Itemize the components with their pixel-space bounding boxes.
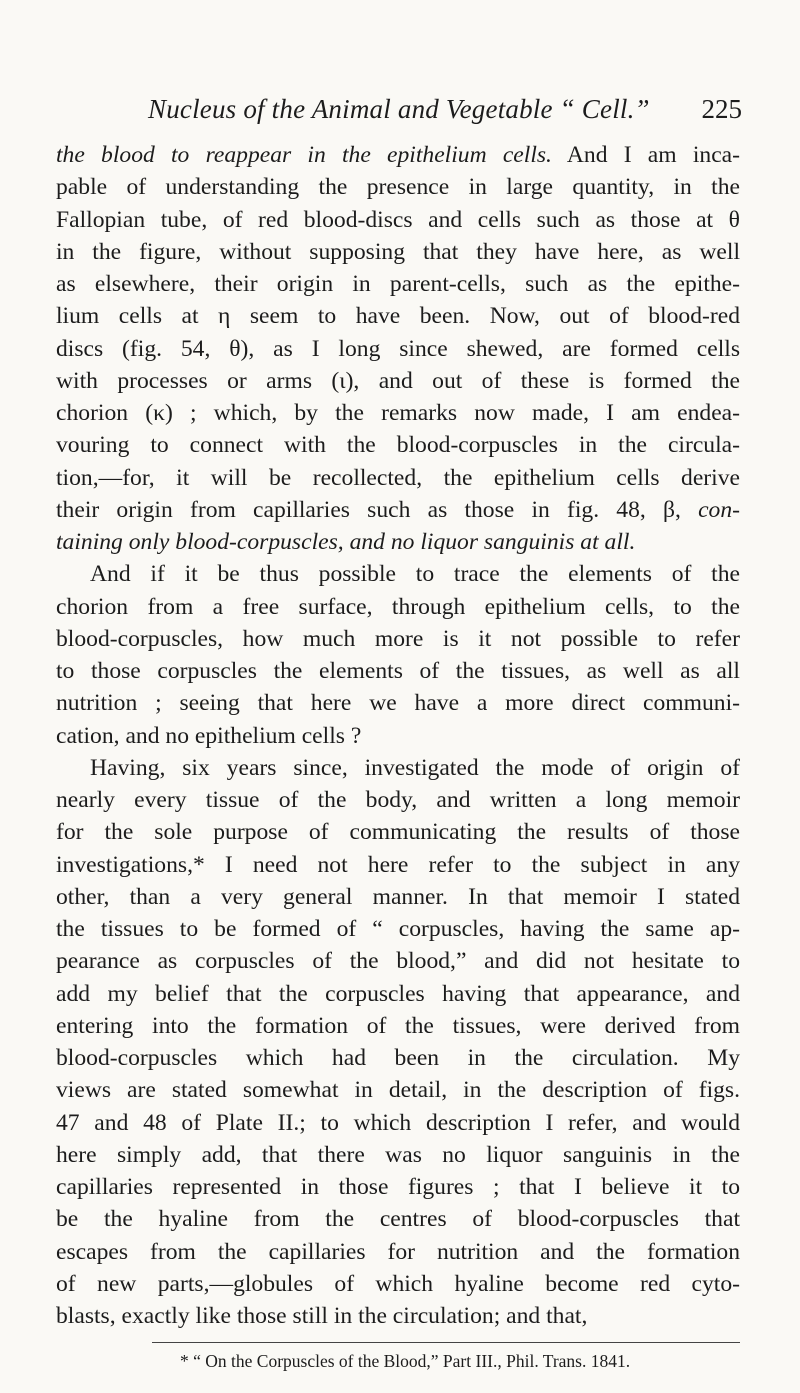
- text-line: blasts, exactly like those still in the circulation; and that,: [56, 1303, 588, 1329]
- text-line: Having, six years since, investigated the mode of origin of: [90, 754, 740, 781]
- text-line: in the figure, without supposing that they have here, as well: [56, 238, 740, 265]
- text-line: 47 and 48 of Plate II.; to which description I refer, and would: [56, 1109, 740, 1136]
- text-line: chorion (κ) ; which, by the remarks now made, I am endea-: [56, 400, 740, 426]
- text-line: other, than a very general manner. In that memoir I stated: [56, 883, 740, 910]
- text-line: views are stated somewhat in detail, in the description of figs.: [56, 1077, 740, 1104]
- text-line: lium cells at η seem to have been. Now, out of blood-red: [56, 303, 740, 330]
- text-line: here simply add, that there was no liquor sanguinis in the: [56, 1141, 740, 1168]
- text-line: nearly every tissue of the body, and written a long memoir: [56, 787, 740, 813]
- text-line: blood-corpuscles, how much more is it not possible to refer: [56, 625, 740, 652]
- text-line: chorion from a free surface, through epithelium cells, to the: [56, 593, 740, 620]
- text-line: discs (fig. 54, θ), as I long since shewed, are formed cells: [56, 335, 740, 362]
- text-line: as elsewhere, their origin in parent-cells, such as the epithe-: [56, 271, 740, 297]
- running-title: Nucleus of the Animal and Vegetable “ Cell.”: [148, 94, 650, 124]
- text-line: entering into the formation of the tissues, were derived from: [56, 1012, 740, 1039]
- text-line: to those corpuscles the elements of the tissues, as well as all: [56, 658, 740, 684]
- text-line: cation, and no epithelium cells ?: [56, 722, 362, 749]
- footnote-divider: [152, 1342, 740, 1343]
- text-line: tion,—for, it will be recollected, the epithelium cells derive: [56, 464, 740, 491]
- text-line: capillaries represented in those figures ; that I believe it to: [56, 1174, 740, 1200]
- text-line: blood-corpuscles which had been in the circulation. My: [56, 1045, 740, 1071]
- text-line: escapes from the capillaries for nutrition and the formation: [56, 1238, 740, 1265]
- text-line: vouring to connect with the blood-corpuscles in the circula-: [56, 432, 740, 459]
- text-line: add my belief that the corpuscles having that appearance, and: [56, 980, 740, 1007]
- text-line: with processes or arms (ι), and out of these is formed the: [56, 367, 740, 394]
- footnote: * “ On the Corpuscles of the Blood,” Part III., Phil. Trans. 1841.: [180, 1351, 631, 1371]
- text-line: pearance as corpuscles of the blood,” and did not hesitate to: [56, 948, 740, 975]
- text-line: taining only blood-corpuscles, and no liquor sanguinis at all.: [56, 529, 636, 555]
- text-line: investigations,* I need not here refer to the subject in any: [56, 851, 740, 878]
- text-line: their origin from capillaries such as those in fig. 48, β, con-: [56, 496, 740, 523]
- text-line: the blood to reappear in the epithelium cells. And I am inca-: [56, 142, 740, 168]
- text-line: Fallopian tube, of red blood-discs and cells such as those at θ: [56, 206, 740, 233]
- page-number: 225: [701, 94, 742, 124]
- text-line: of new parts,—globules of which hyaline become red cyto-: [56, 1270, 740, 1297]
- body-text: [56, 139, 740, 1332]
- text-line: pable of understanding the presence in large quantity, in the: [56, 174, 740, 201]
- text-line: be the hyaline from the centres of blood-corpuscles that: [56, 1206, 740, 1233]
- text-line: And if it be thus possible to trace the elements of the: [90, 561, 740, 588]
- text-line: the tissues to be formed of “ corpuscles, having the same ap-: [56, 916, 740, 942]
- text-line: nutrition ; seeing that here we have a more direct communi-: [56, 690, 740, 717]
- text-line: for the sole purpose of communicating the results of those: [56, 819, 740, 846]
- page-header: [148, 92, 742, 126]
